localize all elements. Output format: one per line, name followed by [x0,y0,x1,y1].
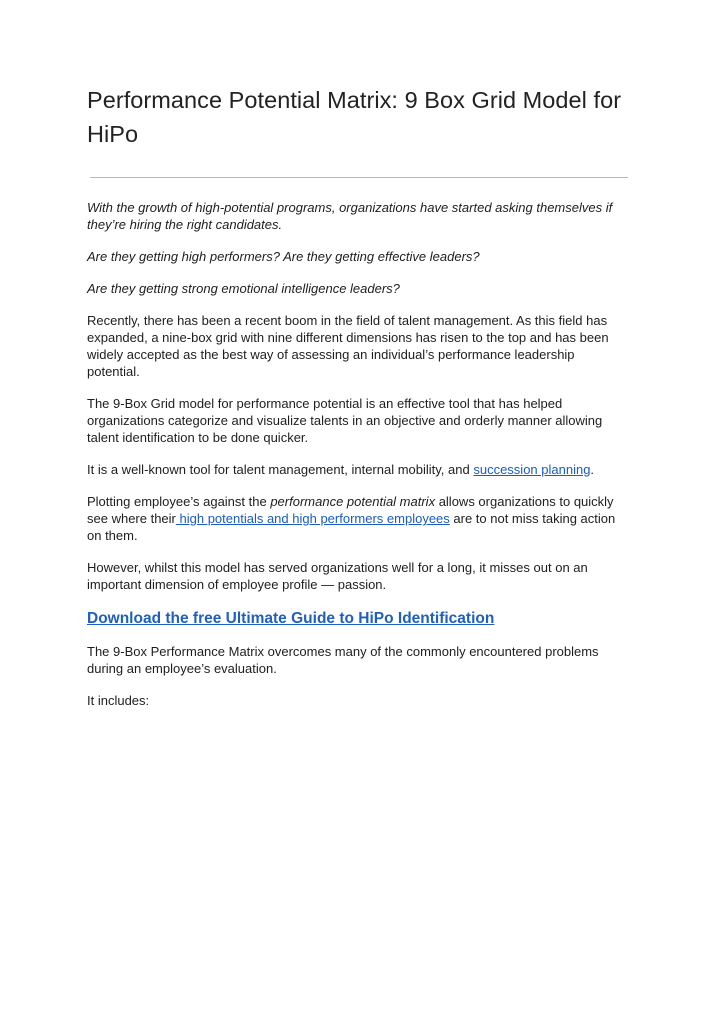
paragraph-well-known-tool [87,461,632,478]
paragraph-text: are to not miss taking action on them. [87,511,616,543]
download-guide-link[interactable]: Download the free Ultimate Guide to HiPo Identification [87,610,495,627]
emphasis-text: performance potential matrix [270,494,436,509]
intro-question-1: Are they getting high performers? Are they getting effective leaders? [87,249,480,264]
paragraph-end: . [590,462,595,477]
paragraph-plotting [87,493,632,544]
intro-paragraph: With the growth of high-potential programs, organizations have started asking themselves if they’re hiring the right candidates. [87,200,613,232]
page-title: Performance Potential Matrix: 9 Box Grid Model for HiPo [87,87,622,147]
paragraph-text: allows organizations to quickly see where their [87,494,614,526]
paragraph-text: Plotting employee’s against the [87,494,271,509]
intro-question-2: Are they getting strong emotional intelligence leaders? [87,281,400,296]
document-page [87,83,632,709]
paragraph-talent-boom: Recently, there has been a recent boom in the field of talent management. As this field has expanded, a nine-box grid with nine different dimensions has risen to the top and has been widely accepted as the best way of assessing an individual’s performance leadership potential. [87,313,609,379]
paragraph-9-box-model: The 9-Box Grid model for performance potential is an effective tool that has helped organizations categorize and visualize talents in an objective and orderly manner allowing talent identification to be done quicker. [87,396,603,445]
succession-planning-link[interactable]: succession planning [473,462,591,477]
paragraph-passion: However, whilst this model has served organizations well for a long, it misses out on an important dimension of employee profile — passion. [87,560,588,592]
paragraph-overcomes-problems: The 9-Box Performance Matrix overcomes many of the commonly encountered problems during an employee’s evaluation. [87,644,599,676]
title-divider [90,177,628,178]
high-potentials-link[interactable]: high potentials and high performers employees [175,511,450,526]
paragraph-text: It is a well-known tool for talent management, internal mobility, and [87,462,474,477]
paragraph-it-includes: It includes: [87,693,150,708]
